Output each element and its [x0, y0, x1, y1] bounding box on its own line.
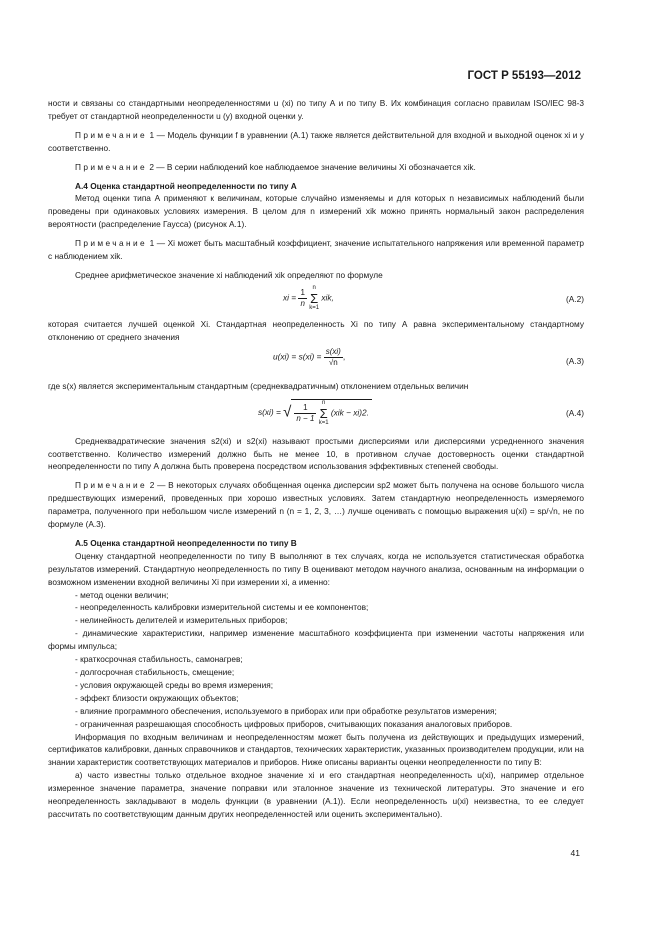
paragraph-top: ности и связаны со стандартными неопределенностями u (xi) по типу А и по типу В. Их комбинация согласно правилам ISO/IEC 98-3 требует от стандартной неопределенности u (y) входной оценки y.	[48, 98, 584, 121]
a4-paragraph-4: где s(x) является экспериментальным стандартным (среднеквадратичным) отклонением отдельных величин	[48, 380, 469, 391]
note-1: Примечание 1 — Модель функции f в уравнении (А.1) также является действительной для входной и выходной оценок xi и y соответственно.	[48, 129, 584, 153]
list-item: - ограниченная разрешающая способность цифровых приборов, считывающих показания аналоговых приборов.	[75, 718, 513, 729]
equation-label: (А.3)	[566, 355, 584, 366]
standard-code: ГОСТ Р 55193—2012	[467, 70, 581, 82]
list-item: - краткосрочная стабильность, самонагрев;	[75, 654, 243, 665]
equation-a4: s(xi) = √ $\frac{1}{n - 1}$ n Σ k=1 (xik − xi)2. (А.4)	[258, 399, 584, 426]
list-item: - долгосрочная стабильность, смещение;	[75, 667, 235, 677]
a4-note-1: Примечание 1 — Xi может быть масштабный коэффициент, значение испытательного напряжения или временной параметр с наблюдением xik.	[48, 238, 584, 262]
a4-paragraph-1: Метод оценки типа А применяют к величинам, которые случайно изменяемы и для которых n независимых наблюдений были проведены при одинаковых условиях измерения. В целом для n измерений xik можно принять нормальный закон распределения вероятности (распределение Гаусса) (рисунок А.1).	[48, 193, 584, 230]
a5-paragraph-2: Информация по входным величинам и неопределенностям может быть получена из действующих и предыдущих измерений, сертификатов калибровки, данных справочников и стандартов, технических характеристик, указанных производителем продукции, или на знании характеристик соответствующих материалов и приборов. Ниже описаны варианты оценки неопределенности по типу В:	[48, 731, 584, 768]
note-word: Примечание	[75, 161, 148, 172]
note-2: Примечание 2 — В серии наблюдений kое наблюдаемое значение величины Xi обозначается xik.	[75, 161, 476, 172]
equation-a3: u(xi) = s(xi) = $\frac{s(xi)}{√n}$ , (А.3)	[273, 346, 584, 367]
list-item: - условия окружающей среды во время измерения;	[75, 679, 274, 690]
sqrt-sign: √	[283, 403, 292, 421]
a4-note-2: Примечание 2 — В некоторых случаях обобщенная оценка дисперсии sp2 может быть получена на основе большого числа предшествующих измерений, проведенных при хорошо известных условиях. Затем стандартную неопределенность измеряемого параметра, полученного при небольшом числе измерений n (n = 1, 2, 3, …) лучше оценивать с помощью выражения u(xi) = sp/√n, не по формуле (А.3).	[48, 480, 584, 530]
equation-label: (А.2)	[566, 293, 584, 304]
page-number: 41	[570, 848, 580, 858]
page-content	[48, 97, 584, 821]
list-item: - нелинейность делителей и измерительных приборов;	[75, 615, 288, 626]
list-item: - влияние программного обеспечения, используемого в приборах или при обработке результатов измерения;	[75, 705, 497, 716]
a5-list	[48, 589, 584, 731]
list-item: - метод оценки величин;	[75, 589, 169, 600]
list-item: - эффект близости окружающих объектов;	[75, 692, 239, 703]
section-a4-title: А.4 Оценка стандартной неопределенности по типу А	[75, 180, 297, 191]
sum-symbol: n Σ k=1	[309, 284, 320, 311]
a5-paragraph-3: а) часто известны только отдельное входное значение xi и его стандартная неопределенность u(xi), например отдельное измеренное значение параметра, значение поправки или эталонное значение из технической литературы. Это значение и его неопределенность закладывают в модель функции (в уравнении (А.1)). Если неопределенность u(xi) неизвестна, то ее следует рассчитать по соответствующим данным других неопределенностей или оценить экспериментально).	[48, 770, 584, 819]
a4-paragraph-2: Среднее арифметическое значение xi наблюдений xik определяют по формуле	[75, 269, 383, 280]
a4-paragraph-5: Среднеквадратические значения s2(xi) и s2(xi) называют простыми дисперсиями или дисперсиями усредненного значения соответственно. Количество измерений должно быть не менее 10, в противном случае достоверность оценки стандартной неопределенности по типу А должна быть проверена посредством использования эффективных степеней свободы.	[48, 435, 584, 472]
list-item: - динамические характеристики, например изменение масштабного коэффициента при изменении частоты напряжения или формы импульса;	[48, 628, 584, 652]
a5-paragraph-1: Оценку стандартной неопределенности по типу В выполняют в тех случаях, когда не используется статистическая обработка результатов измерений. Стандартную неопределенность по типу В оценивают методом научного анализа, основанным на информации о возможном изменении входной величины Xi при измерении xi, а именно:	[48, 550, 584, 587]
note-word: Примечание	[75, 129, 148, 140]
section-a5-title: А.5 Оценка стандартной неопределенности по типу В	[75, 537, 297, 548]
equation-label: (А.4)	[566, 407, 584, 418]
a4-paragraph-3: которая считается лучшей оценкой Xi. Стандартная неопределенность Xi по типу А равна экспериментальному стандартному отклонению от среднего значения	[48, 318, 584, 342]
equation-a2: xi = $\frac{1}{n}$ n Σ k=1 xik, (А.2)	[283, 284, 584, 311]
sum-symbol: n Σ k=1	[318, 399, 329, 426]
list-item: - неопределенность калибровки измерительной системы и ее компонентов;	[75, 602, 369, 613]
